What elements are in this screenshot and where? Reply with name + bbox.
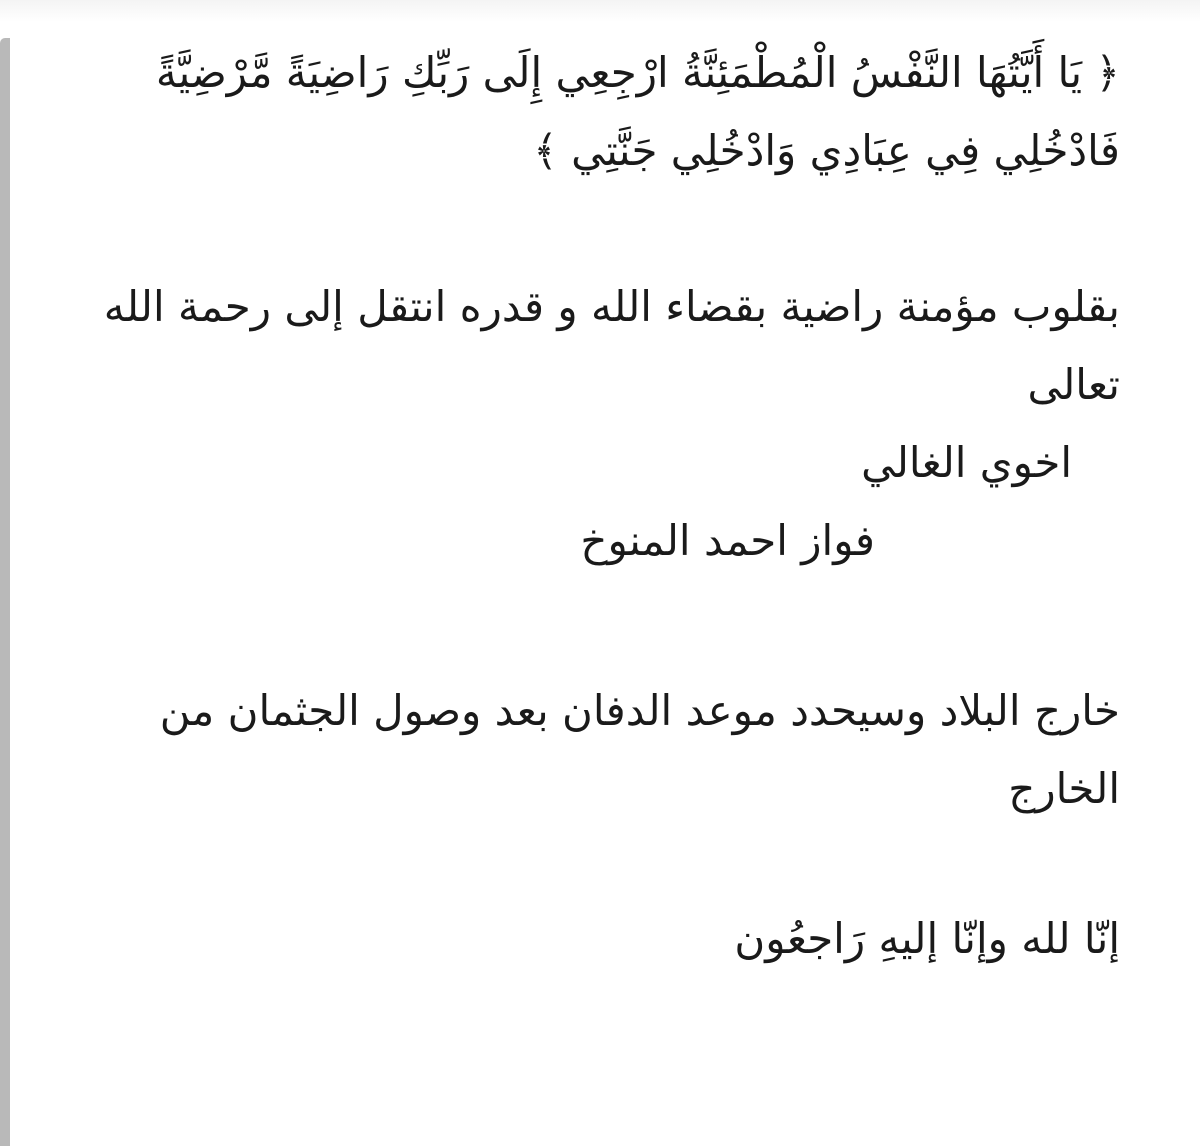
- closing-prayer: إنّا لله وإنّا إليهِ رَاجعُون: [734, 914, 1120, 963]
- death-notice-line-1: بقلوب مؤمنة راضية بقضاء الله و قدره انتقل إلى رحمة الله: [103, 282, 1120, 331]
- top-edge-fade: [0, 0, 1200, 22]
- left-scroll-bar[interactable]: [0, 38, 10, 1146]
- quran-verse-line-1: ﴿ يَا أَيَّتُهَا النَّفْسُ الْمُطْمَئِنَّةُ ارْجِعِي إِلَى رَبِّكِ رَاضِيَةً مَّرْضِيَّةً: [155, 48, 1120, 97]
- burial-info-line-1: خارج البلاد وسيحدد موعد الدفان بعد وصول الجثمان من: [159, 686, 1120, 735]
- quran-verse-line-2: فَادْخُلِي فِي عِبَادِي وَادْخُلِي جَنَّتِي ﴾: [533, 126, 1120, 175]
- obituary-document: [30, 34, 1120, 978]
- brother-label: اخوي الغالي: [861, 438, 1072, 487]
- death-notice-line-2: تعالى: [1027, 360, 1120, 409]
- burial-info-line-2: الخارج: [1008, 764, 1120, 813]
- deceased-name: فواز احمد المنوخ: [580, 516, 875, 565]
